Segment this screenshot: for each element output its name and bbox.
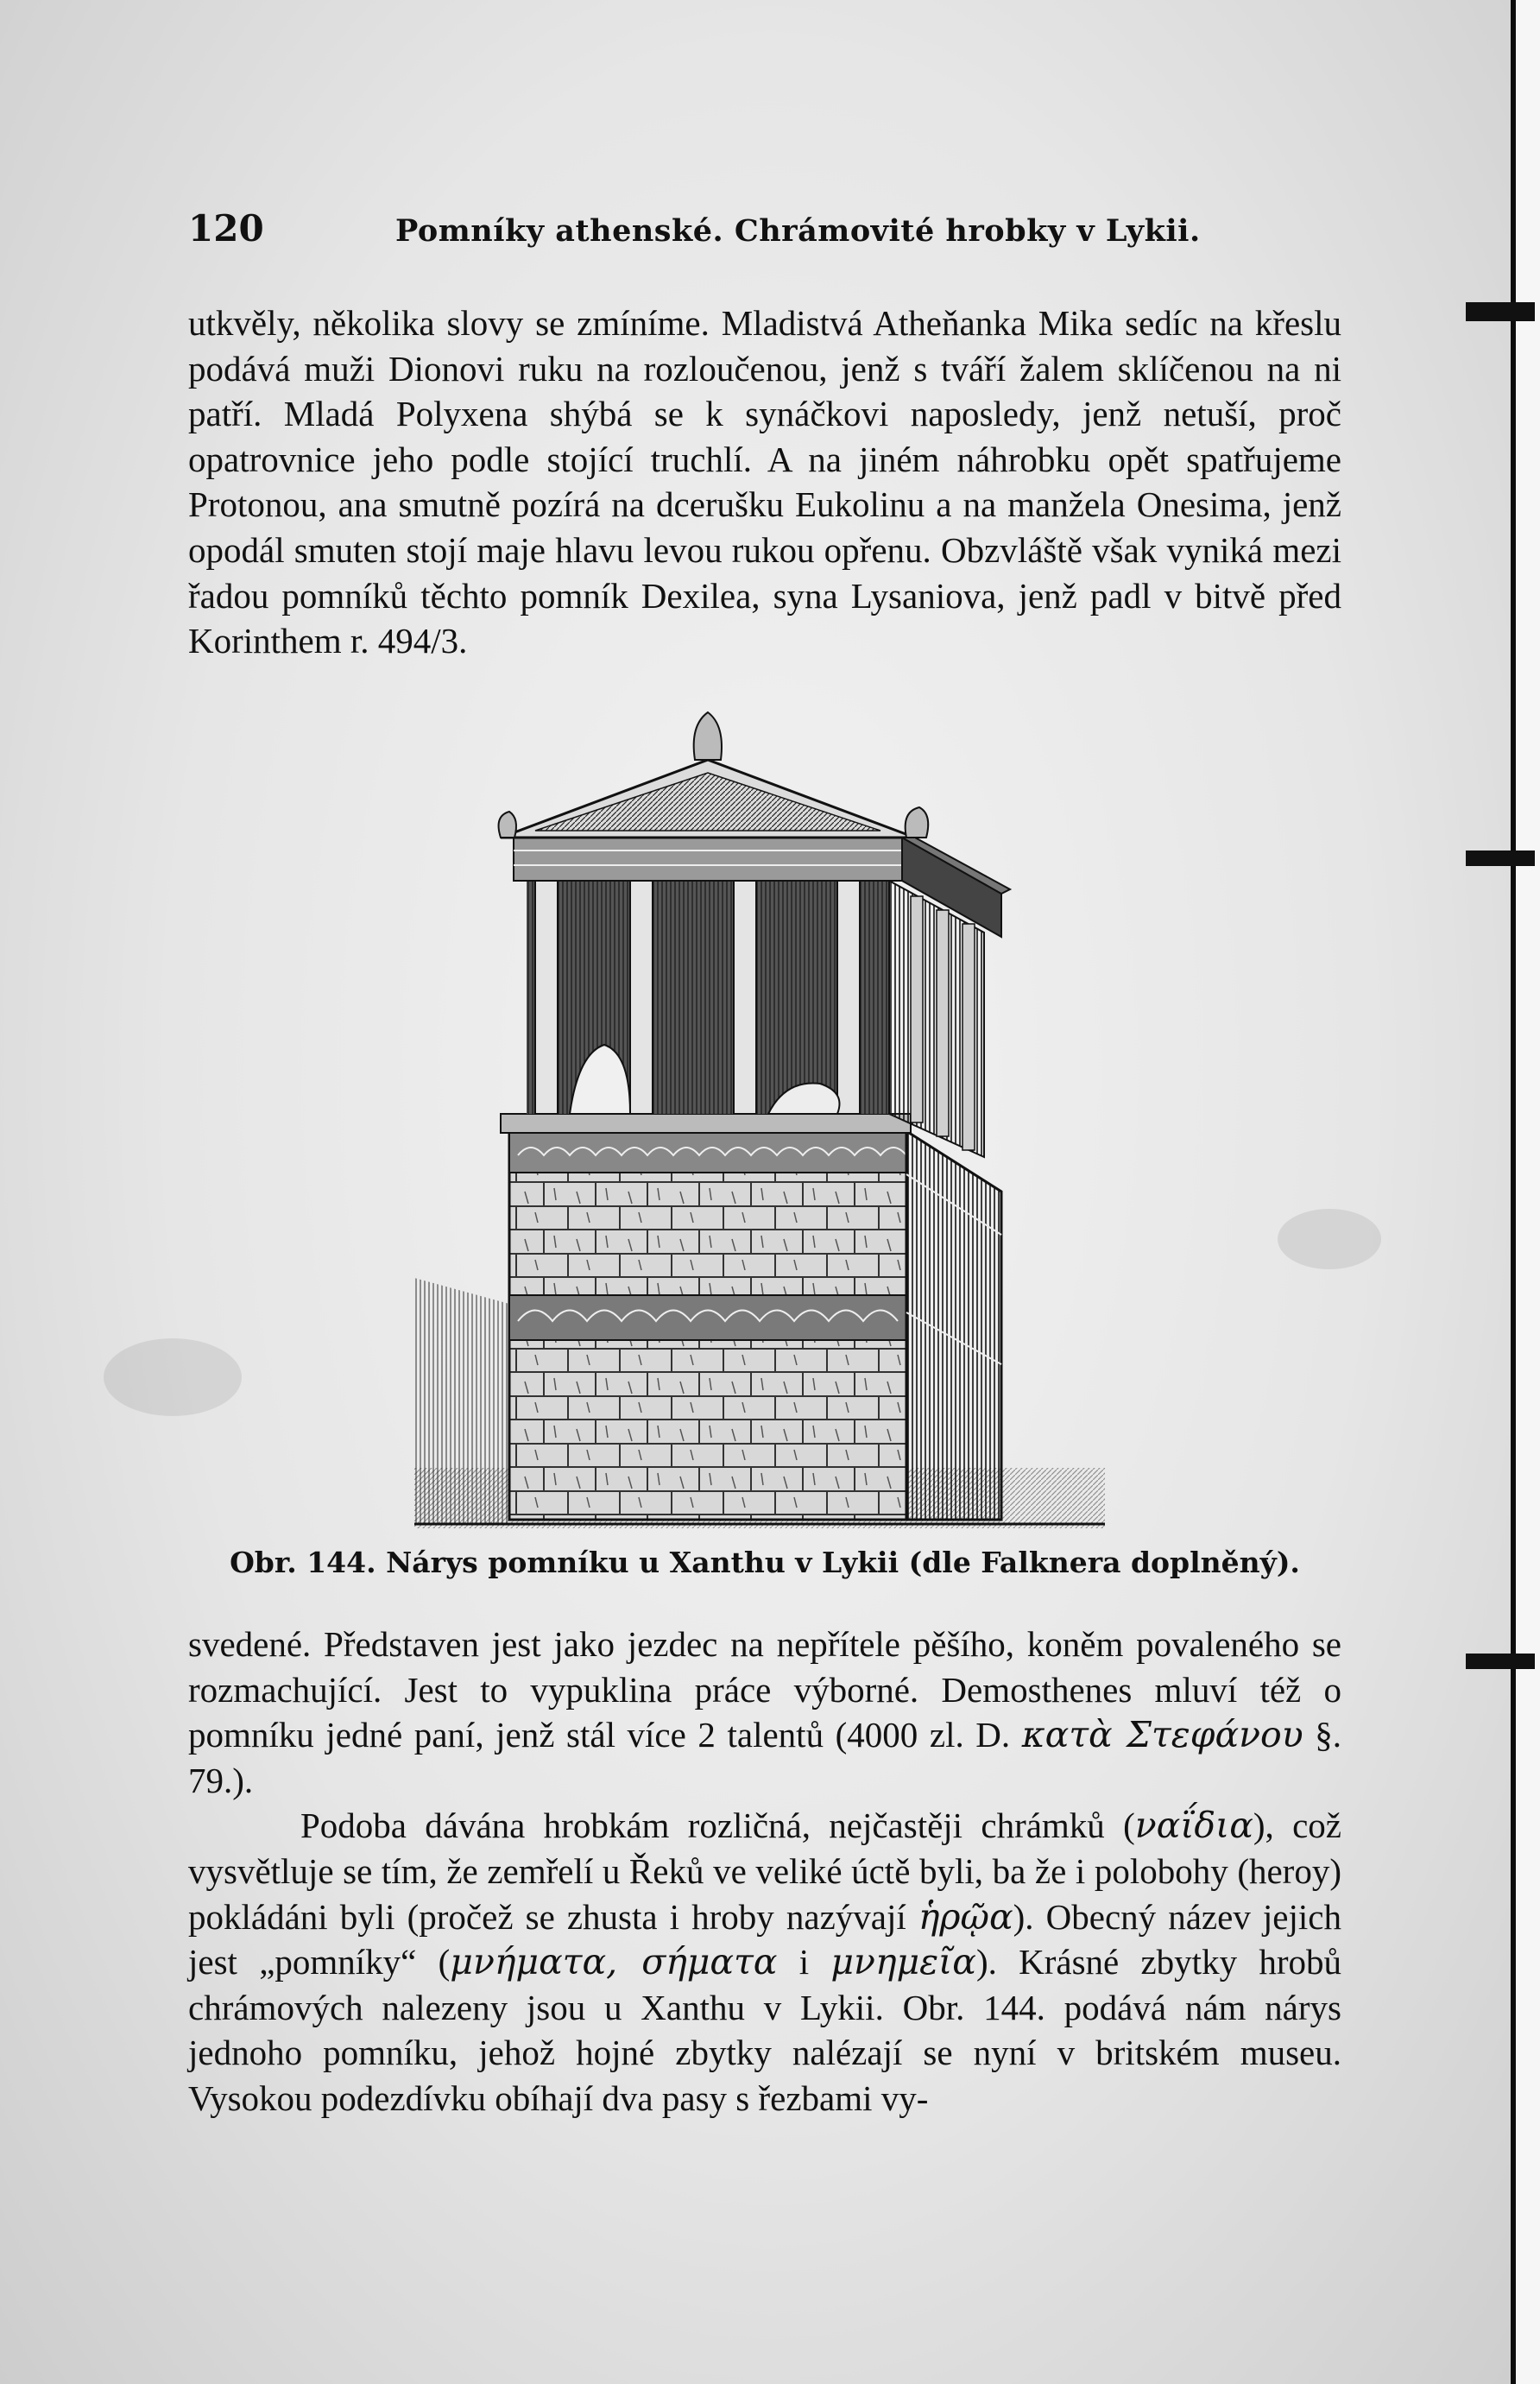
corner-acroterion (499, 812, 516, 838)
paragraph-text: §. 79.). (188, 1715, 1342, 1800)
paragraph-text: Podoba dávána hrobkám rozličná, nejčastěji chrámků ( (300, 1805, 1135, 1846)
figure-monument-illustration (414, 708, 1122, 1537)
greek-phrase: ναΐδια (1134, 1805, 1253, 1847)
paragraph-text: i (777, 1942, 831, 1982)
page-number: 120 (188, 207, 264, 250)
binding-mark (1466, 851, 1535, 866)
paragraph-text: svedené. Představen jest jako jezdec na nepřítele pěšího, koněm povaleného se rozmachující. Jest to vypuklina práce výborné. Demosthenes mluví též o pomníku jedné paní, jenž stál více 2 talentů (4000 zl. D. (188, 1624, 1341, 1755)
page-binding-edge (1511, 0, 1540, 2384)
top-paragraph-block (188, 300, 1341, 664)
binding-mark (1466, 1654, 1535, 1669)
background-wall (414, 1278, 509, 1524)
monument-engraving (414, 708, 1122, 1537)
corner-acroterion (906, 807, 929, 838)
paragraph (188, 1622, 1341, 1803)
paragraph-text: ). Krásné zbytky hrobů chrámových nalezeny jsou u Xanthu v Lykii. Obr. 144. podává nám nárys jednoho pomníku, jehož hojné zbytky nalézají se nyní v britském museu. Vysokou podezdívku obíhají dva pasy s řezbami vy- (188, 1942, 1341, 2118)
podium-cornice (501, 1114, 911, 1133)
page-header (188, 207, 1379, 259)
running-title: Pomníky athenské. Chrámovité hrobky v Lykii. (395, 213, 1201, 249)
paragraph (188, 1803, 1341, 2121)
lower-frieze (509, 1295, 906, 1340)
binding-mark (1466, 302, 1535, 321)
top-acroterion (694, 712, 722, 760)
greek-phrase: μνημεῖα (830, 1941, 976, 1983)
paper-smudge (1278, 1209, 1381, 1269)
entablature (514, 838, 902, 881)
side-columns (911, 896, 975, 1150)
greek-phrase: μνήματα, σήματα (450, 1941, 778, 1983)
greek-phrase: κατὰ Στεφάνου (1021, 1714, 1303, 1756)
upper-frieze (509, 1131, 906, 1173)
podium-side (906, 1131, 1001, 1520)
figure-caption: Obr. 144. Nárys pomníku u Xanthu v Lykii (dle Falknera doplněný). (230, 1546, 1300, 1579)
paper-smudge (104, 1338, 242, 1416)
bottom-text-block (188, 1622, 1341, 2122)
paragraph: utkvěly, několika slovy se zmíníme. Mladistvá Atheňanka Mika sedíc na křeslu podává muži Dionovi ruku na rozloučenou, jenž s tváří žalem sklíčenou na ni patří. Mladá Polyxena shýbá se k synáčkovi naposledy, jenž netuší, proč opatrovnice jeho podle stojící truchlí. A na jiném náhrobku opět spatřujeme Protonou, ana smutně pozírá na dcerušku Eukolinu a na manžela Onesima, jenž opodál smuten stojí maje hlavu levou rukou opřenu. Obzvláště však vyniká mezi řadou pomníků těchto pomník Dexilea, syna Lysaniova, jenž padl v bitvě před Korinthem r. 494/3. (188, 303, 1341, 661)
paragraph-text: ). Obecný název jejich jest „pomníky“ ( (188, 1896, 1341, 1982)
greek-phrase: ἡρῷα (918, 1895, 1013, 1938)
paragraph-text: ), což vysvětluje se tím, že zemřelí u Řeků ve veliké úctě byli, ba že i polobohy (heroy) pokládáni byli (pročež se zhusta i hroby nazývají (188, 1805, 1341, 1937)
